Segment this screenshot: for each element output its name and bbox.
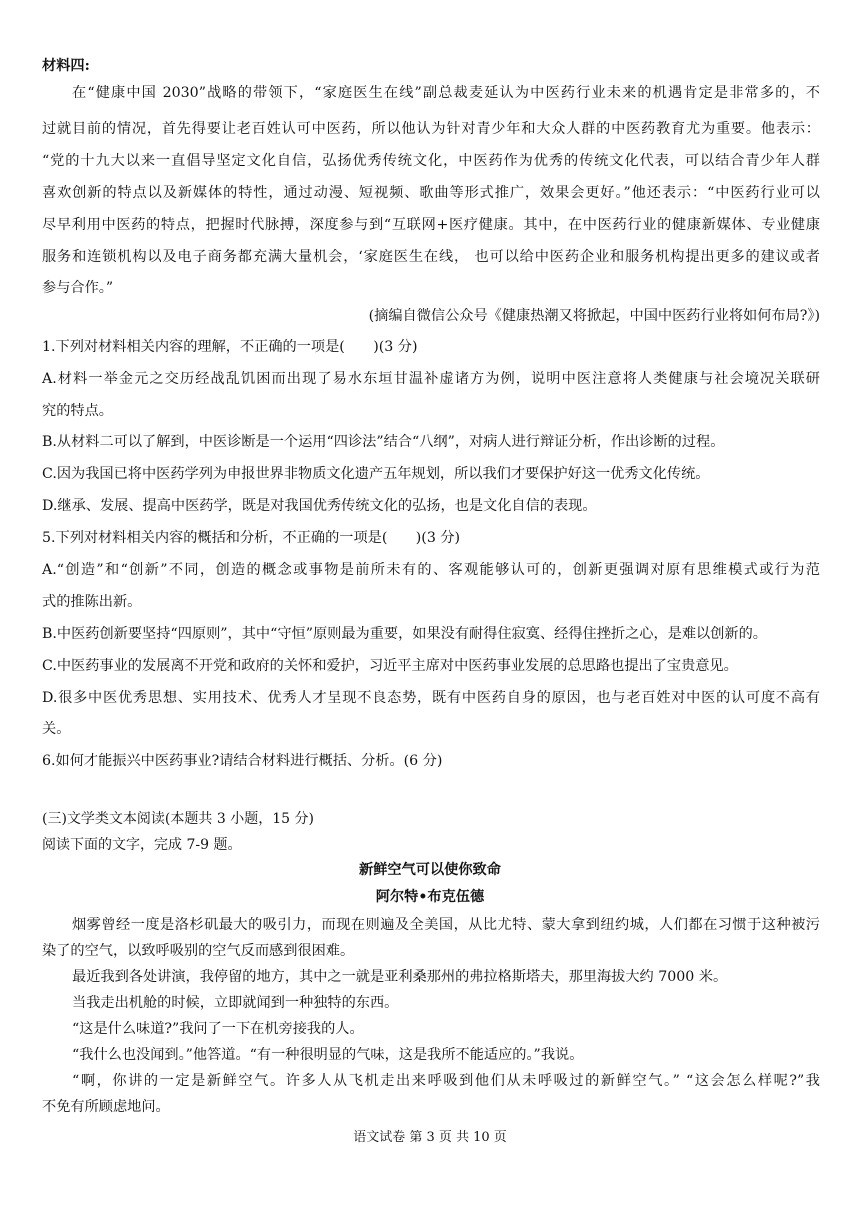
section-heading: (三)文学类文本阅读(本题共 3 小题，15 分) (42, 811, 314, 827)
question-option: D.很多中医优秀思想、实用技术、优秀人才呈现不良态势，既有中医药自身的原因，也与老百姓对中医的认可度不高有 (42, 690, 820, 706)
question-option: B.中医药创新要坚持“四原则”，其中“守恒”原则最为重要，如果没有耐得住寂寞、经得住挫折之心，是难以创新的。 (42, 626, 767, 642)
article-line: 不免有所顾虑地问。 (42, 1099, 170, 1115)
question-option: A.“创造”和“创新”不同，创造的概念或事物是前所未有的、客观能够认可的，创新更强调对原有思维模式或行为范 (42, 562, 820, 578)
question-option: C.因为我国已将中医药学列为申报世界非物质文化遗产五年规划，所以我们才要保护好这一优秀文化传统。 (42, 466, 710, 482)
material-source: (摘编自微信公众号《健康热潮又将掀起，中国中医药行业将如何布局?》) (368, 308, 820, 324)
material-line: 喜欢创新的特点以及新媒体的特性，通过动漫、短视频、歌曲等形式推广，效果会更好。”他还表示：“中医药行业可以 (42, 185, 820, 201)
material-line: 参与合作。” (42, 280, 114, 296)
material-line: 过就目前的情况，首先得要让老百姓认可中医药，所以他认为针对青少年和大众人群的中医药教育尤为重要。他表示： (42, 121, 820, 137)
question-option: C.中医药事业的发展离不开党和政府的关怀和爱护，习近平主席对中医药事业发展的总思路也提出了宝贵意见。 (42, 658, 738, 674)
article-line: “啊，你讲的一定是新鲜空气。许多人从飞机走出来呼吸到他们从未呼吸过的新鲜空气。” “这会怎么样呢?”我 (72, 1073, 820, 1089)
material-line: 在“健康中国 2030”战略的带领下，“家庭医生在线”副总裁麦延认为中医药行业未来的机遇肯定是非常多的，不 (72, 85, 820, 101)
material-line: 服务和连锁机构以及电子商务都充满大量机会，‘家庭医生在线， 也可以给中医药企业和服务机构提出更多的建议或者 (42, 249, 820, 265)
article-line: 最近我到各处讲演，我停留的地方，其中之一就是亚利桑那州的弗拉格斯塔夫，那里海拔大约 7000 米。 (72, 969, 728, 985)
page-footer: 语文试卷 第 3 页 共 10 页 (353, 1130, 507, 1145)
article-line: “这是什么味道?”我问了一下在机旁接我的人。 (72, 1021, 364, 1037)
question-option: D.继承、发展、提高中医药学，既是对我国优秀传统文化的弘扬，也是文化自信的表现。 (42, 498, 597, 514)
article-title: 新鲜空气可以使你致命 (359, 862, 501, 878)
question-stem: 5.下列对材料相关内容的概括和分析，不正确的一项是( )(3 分) (42, 530, 461, 546)
article-line: 染了的空气，以致呼吸别的空气反而感到很困难。 (42, 943, 355, 959)
question-option: 究的特点。 (42, 403, 113, 419)
material-line: 尽早利用中医药的特点，把握时代脉搏，深度参与到“互联网+医疗健康。其中，在中医药行业的健康新媒体、专业健康 (42, 217, 820, 233)
section-instruction: 阅读下面的文字，完成 7-9 题。 (42, 837, 242, 853)
question-option: 式的推陈出新。 (42, 594, 142, 610)
question-option: 关。 (42, 721, 71, 737)
question-stem: 1.下列对材料相关内容的理解，不正确的一项是( )(3 分) (42, 339, 418, 355)
material-heading: 材料四: (42, 58, 90, 74)
question-option: B.从材料二可以了解到，中医诊断是一个运用“四诊法”结合“八纲”，对病人进行辩证分析，作出诊断的过程。 (42, 434, 725, 450)
article-line: 当我走出机舱的时候，立即就闻到一种独特的东西。 (72, 995, 399, 1011)
question-option: A.材料一举金元之交历经战乱饥困而出现了易水东垣甘温补虚诸方为例，说明中医注意将人类健康与社会境况关联研 (42, 371, 820, 387)
article-line: “我什么也没闻到。”他答道。“有一种很明显的气味，这是我所不能适应的。”我说。 (72, 1047, 584, 1063)
article-line: 烟雾曾经一度是洛杉矶最大的吸引力，而现在则遍及全美国，从比尤特、蒙大拿到纽约城，人们都在习惯于这种被污 (72, 917, 820, 933)
article-author: 阿尔特•布克伍德 (375, 889, 485, 905)
material-line: “党的十九大以来一直倡导坚定文化自信，弘扬优秀传统文化，中医药作为优秀的传统文化代表，可以结合青少年人群 (42, 153, 820, 169)
question-stem: 6.如何才能振兴中医药事业?请结合材料进行概括、分析。(6 分) (42, 753, 443, 769)
